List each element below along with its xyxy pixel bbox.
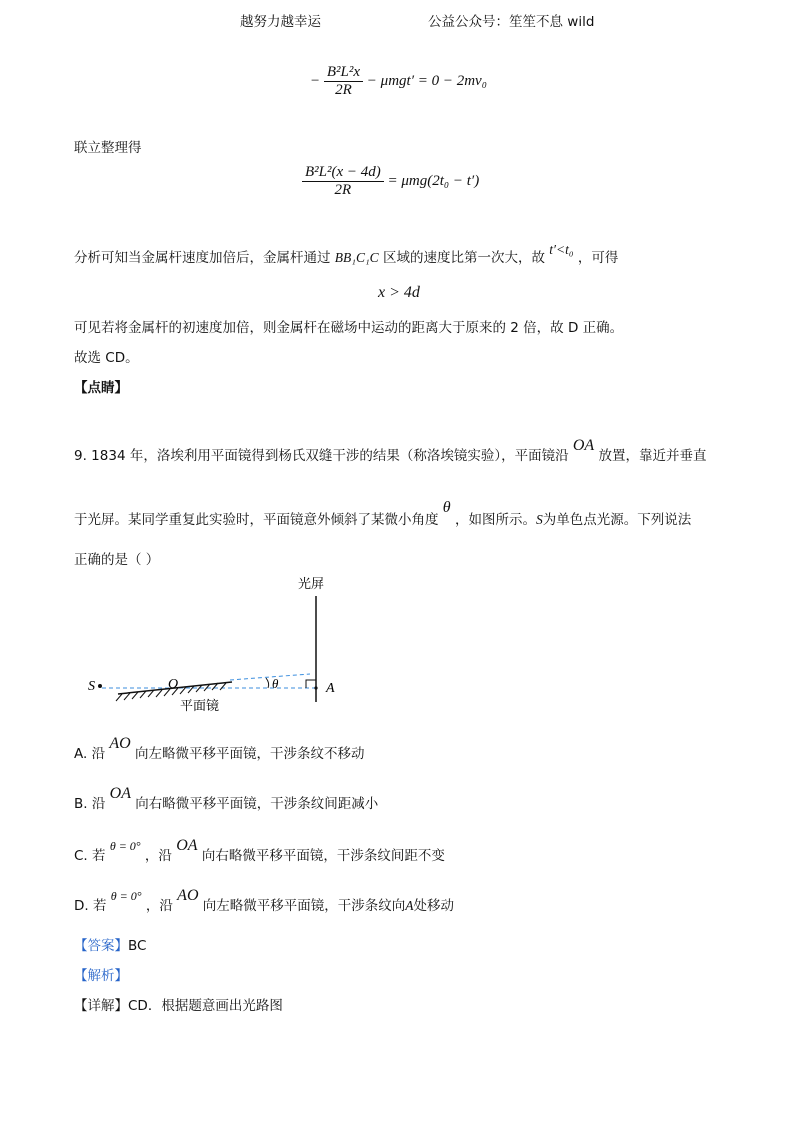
- o-label: O: [168, 677, 179, 692]
- option-b[interactable]: [74, 785, 379, 813]
- option-d-letter: D.: [74, 898, 89, 914]
- analysis-text-c: ，可得: [577, 250, 619, 266]
- q9-line-3: 正确的是（ ）: [74, 552, 160, 568]
- text-conclusion: 可见若将金属杆的初速度加倍，则金属杆在磁场中运动的距离大于原来的 2 倍，故 D 正确。: [74, 320, 624, 336]
- q9-text-c: 于光屏。某同学重复此实验时，平面镜意外倾斜了某微小角度: [74, 512, 439, 528]
- option-a[interactable]: [74, 735, 365, 763]
- option-c-condition: θ = 0°: [109, 839, 141, 853]
- q9-theta: θ: [442, 499, 451, 516]
- eq1-minus: −: [310, 72, 321, 89]
- a-dot: [314, 686, 317, 689]
- header-left: 越努力越幸运: [240, 14, 321, 30]
- analysis-region: BB₁C₁C: [334, 250, 379, 265]
- mirror-extension-line: [230, 674, 310, 680]
- equation-3: x > 4d: [378, 284, 420, 301]
- a-label: A: [326, 681, 335, 696]
- detail-text: CD．根据题意画出光路图: [128, 998, 283, 1014]
- text-lianli: 联立整理得: [74, 140, 142, 156]
- q9-s: S: [535, 512, 543, 527]
- option-c-letter: C.: [74, 848, 88, 864]
- option-a-text: 向左略微平移平面镜，干涉条纹不移动: [135, 746, 365, 762]
- text-choose: 故选 CD。: [74, 350, 139, 366]
- option-c-mid: ，沿: [144, 848, 172, 864]
- analysis-text-a: 分析可知当金属杆速度加倍后，金属杆通过: [74, 250, 331, 266]
- analysis-line: [74, 242, 619, 266]
- dianjing-label: 【点睛】: [74, 380, 128, 396]
- eq2-fraction: [302, 164, 384, 199]
- option-b-letter: B.: [74, 796, 88, 812]
- option-b-text: 向右略微平移平面镜，干涉条纹间距减小: [135, 796, 379, 812]
- eq2-denominator: 2R: [334, 182, 352, 198]
- option-a-math: AO: [109, 735, 131, 752]
- option-d-pre: 若: [92, 898, 107, 914]
- option-c-text: 向右略微平移平面镜，干涉条纹间距不变: [201, 848, 445, 864]
- option-c[interactable]: [74, 837, 445, 865]
- eq1-fraction: [324, 64, 363, 99]
- detail-label: 【详解】: [74, 998, 128, 1014]
- eq2-numerator: B²L²(x − 4d): [302, 164, 384, 182]
- q9-text-e: 为单色点光源。下列说法: [542, 512, 692, 528]
- q9-oa: OA: [572, 437, 595, 454]
- eq1-denominator: 2R: [335, 82, 352, 98]
- eq1-rest: − μmgt′ = 0 − 2mv₀: [366, 72, 487, 89]
- analysis-condition: t′<t₀: [549, 242, 574, 257]
- option-a-pre: 沿: [91, 746, 106, 762]
- theta-arc: [266, 678, 269, 688]
- screen-label: 光屏: [298, 577, 325, 592]
- q9-text-d: ，如图所示。: [454, 512, 536, 528]
- answer-line: [74, 934, 146, 954]
- source-dot: [98, 684, 102, 688]
- analysis-text-b: 区域的速度比第一次大，故: [382, 250, 545, 266]
- option-c-pre: 若: [92, 848, 106, 864]
- analysis-label: 【解析】: [74, 968, 128, 984]
- q9-text-b: 放置，靠近并垂直: [598, 448, 707, 464]
- option-d-text-2: 处移动: [413, 898, 455, 914]
- mirror-label: 平面镜: [180, 699, 220, 714]
- option-c-math: OA: [176, 837, 198, 854]
- detail-line: [74, 994, 283, 1014]
- option-d-math: AO: [177, 887, 199, 904]
- theta-label: θ: [272, 676, 279, 691]
- q9-text-a: 9. 1834 年，洛埃利用平面镜得到杨氏双缝干涉的结果（称洛埃镜实验），平面镜沿: [74, 448, 569, 464]
- q9-line-1: [74, 437, 707, 465]
- option-b-pre: 沿: [91, 796, 106, 812]
- lloyd-mirror-figure: [80, 570, 380, 720]
- header-right: 公益公众号：笙笙不息 wild: [428, 14, 595, 30]
- option-d-mid: ，沿: [145, 898, 173, 914]
- s-label: S: [88, 679, 95, 694]
- answer-value: BC: [128, 938, 147, 954]
- answer-label: 【答案】: [74, 938, 128, 954]
- option-d-a: A: [405, 898, 414, 913]
- eq2-rest: = μmg(2t₀ − t′): [387, 172, 480, 189]
- right-angle-mark: [306, 680, 316, 688]
- equation-2: [302, 164, 479, 199]
- q9-line-2: [74, 499, 692, 529]
- eq1-numerator: B²L²x: [324, 64, 363, 82]
- option-b-math: OA: [109, 785, 131, 802]
- option-d[interactable]: [74, 887, 455, 915]
- option-a-letter: A.: [74, 746, 88, 762]
- option-d-text: 向左略微平移平面镜，干涉条纹向: [202, 898, 406, 914]
- equation-1: [310, 64, 487, 99]
- option-d-condition: θ = 0°: [110, 889, 142, 903]
